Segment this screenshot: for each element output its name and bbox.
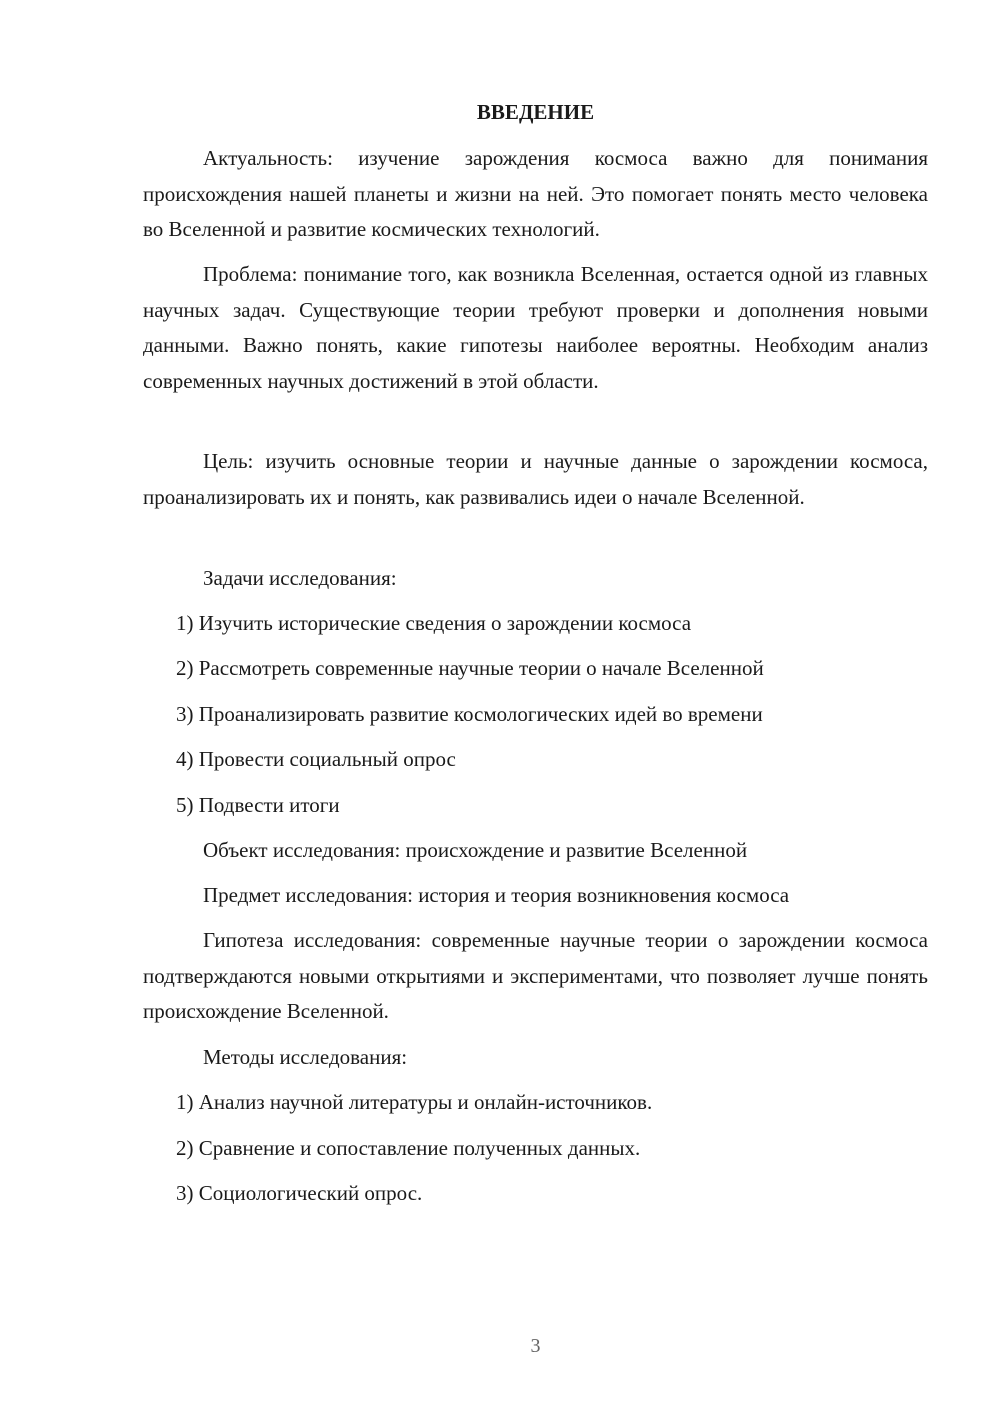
document-page <box>143 0 928 1414</box>
tasks-heading: Задачи исследования: <box>203 566 397 590</box>
page-number: 3 <box>530 1335 541 1357</box>
task-item: 2) Рассмотреть современные научные теории о начале Вселенной <box>176 656 764 680</box>
method-item: 1) Анализ научной литературы и онлайн-источников. <box>176 1090 653 1114</box>
goal-paragraph: Цель: изучить основные теории и научные данные о зарождении космоса, проанализировать их и понять, как развивались идеи о начале Вселенной. <box>143 449 928 509</box>
research-object: Объект исследования: происхождение и развитие Вселенной <box>203 838 748 862</box>
hypothesis-paragraph: Гипотеза исследования: современные научные теории о зарождении космоса подтверждаются новыми открытиями и экспериментами, что позволяет лучше понять происхождение Вселенной. <box>143 928 928 1023</box>
task-item: 4) Провести социальный опрос <box>176 747 456 771</box>
relevance-paragraph: Актуальность: изучение зарождения космоса важно для понимания происхождения нашей планеты и жизни на ней. Это помогает понять место человека во Вселенной и развитие космических технологий. <box>143 146 928 241</box>
methods-heading: Методы исследования: <box>203 1045 408 1069</box>
page-title: ВВЕДЕНИЕ <box>476 100 595 124</box>
research-subject: Предмет исследования: история и теория возникновения космоса <box>203 883 790 907</box>
problem-paragraph: Проблема: понимание того, как возникла Вселенная, остается одной из главных научных задач. Существующие теории требуют проверки и дополнения новыми данными. Важно понять, какие гипотезы наиболее вероятны. Необходим анализ современных научных достижений в этой области. <box>143 262 928 393</box>
method-item: 3) Социологический опрос. <box>176 1181 423 1205</box>
task-item: 1) Изучить исторические сведения о зарождении космоса <box>176 611 692 635</box>
task-item: 3) Проанализировать развитие космологических идей во времени <box>176 702 763 726</box>
method-item: 2) Сравнение и сопоставление полученных данных. <box>176 1136 641 1160</box>
task-item: 5) Подвести итоги <box>176 793 340 817</box>
